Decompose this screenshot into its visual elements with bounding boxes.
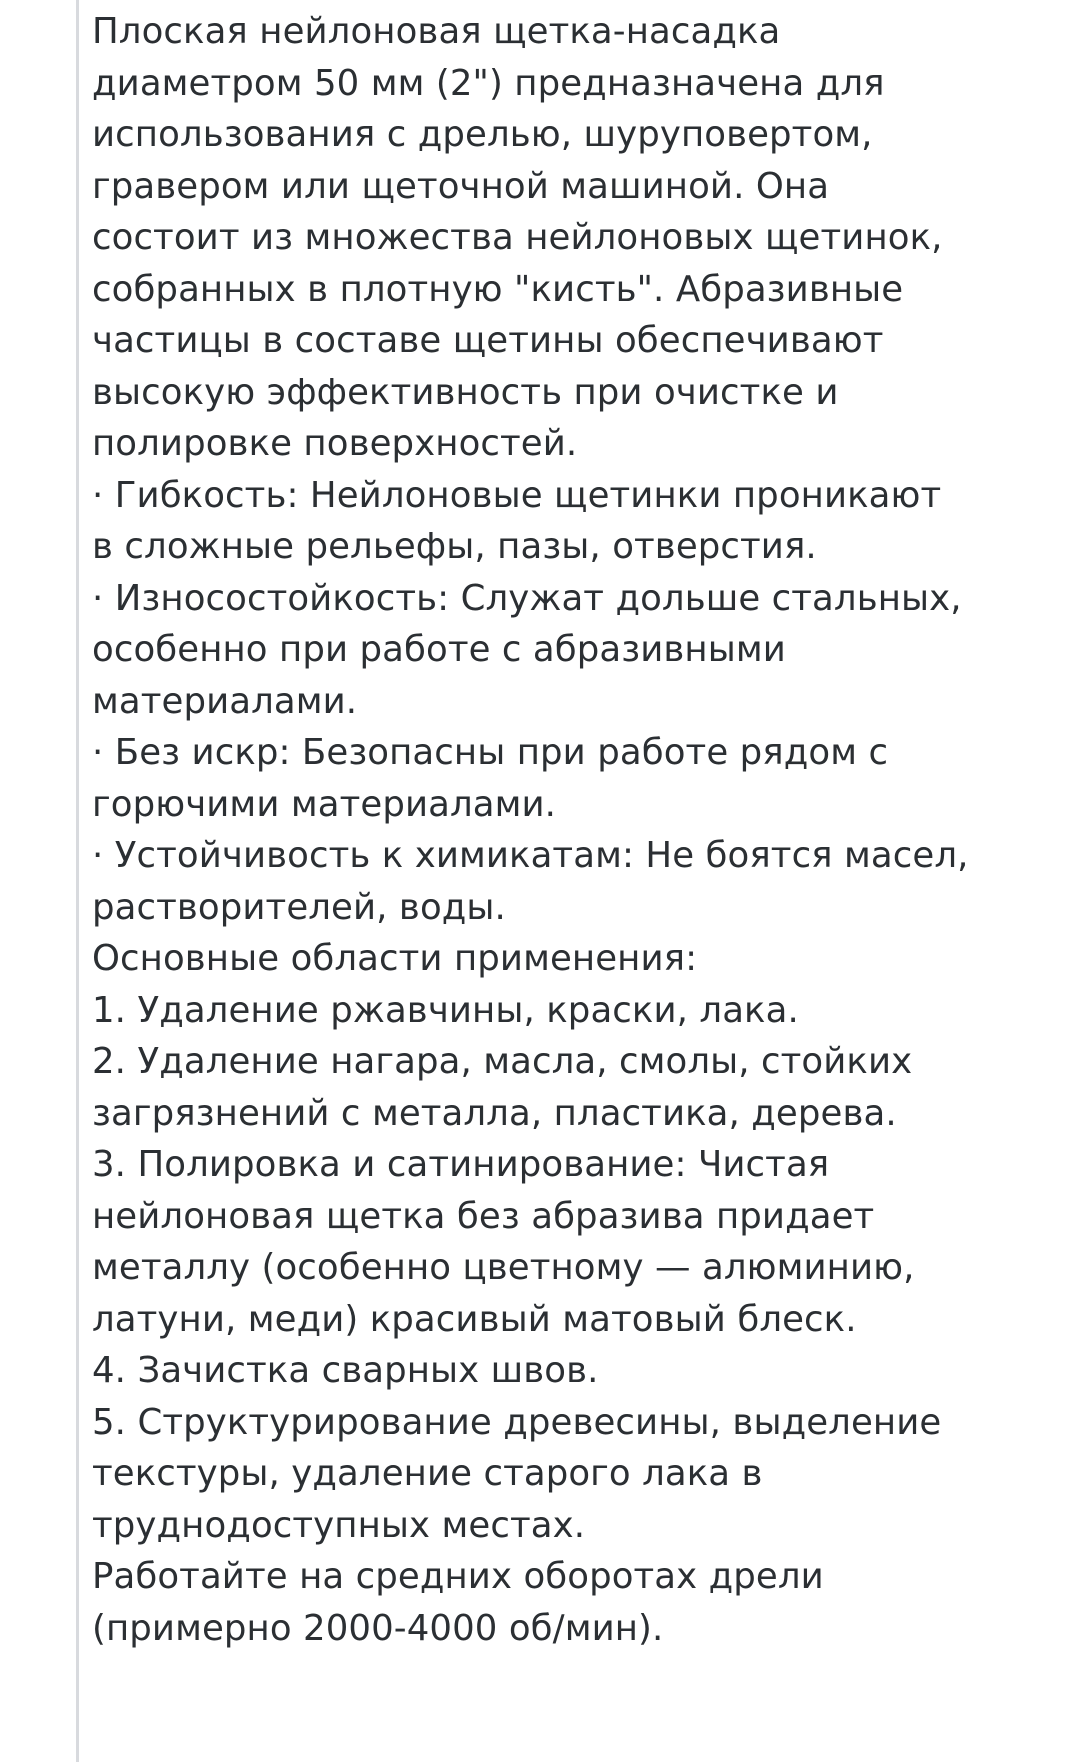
paragraph-feature-flexibility: · Гибкость: Нейлоновые щетинки проникают в сложные рельефы, пазы, отверстия. <box>92 474 953 567</box>
paragraph-applications-heading: Основные области применения: <box>92 938 698 979</box>
paragraph-usage-note: Работайте на средних оборотах дрели (примерно 2000-4000 об/мин). <box>92 1556 836 1649</box>
paragraph-application-1: 1. Удаление ржавчины, краски, лака. <box>92 989 799 1031</box>
paragraph-application-2: 2. Удаление нагара, масла, смолы, стойких загрязнений с металла, пластика, дерева. <box>92 1041 924 1134</box>
paragraph-feature-chemical-resistance: · Устойчивость к химикатам: Не боятся масел, растворителей, воды. <box>92 835 980 928</box>
paragraph-application-4: 4. Зачистка сварных швов. <box>92 1350 599 1391</box>
paragraph-application-3: 3. Полировка и сатинирование: Чистая нейлоновая щетка без абразива придает металлу (особенно цветному — алюминию, латуни, меди) красивый матовый блеск. <box>92 1144 926 1340</box>
left-quote-rule <box>76 0 79 1762</box>
paragraph-intro: Плоская нейлоновая щетка-насадка диаметром 50 мм (2") предназначена для использования с дрелью, шуруповертом, гравером или щеточной машиной. Она состоит из множества нейлоновых щетинок, собранных в плотную "кисть". Абразивные частицы в составе щетины обеспечивают высокую эффективность при очистке и полировке поверхностей. <box>92 11 954 464</box>
paragraph-application-5: 5. Структурирование древесины, выделение текстуры, удаление старого лака в труднодоступных местах. <box>92 1401 953 1546</box>
paragraph-feature-no-sparks: · Без искр: Безопасны при работе рядом с горючими материалами. <box>92 732 900 825</box>
document-text-body <box>92 0 980 1654</box>
paragraph-feature-durability: · Износостойкость: Служат дольше стальных, особенно при работе с абразивными материалами. <box>92 577 974 722</box>
